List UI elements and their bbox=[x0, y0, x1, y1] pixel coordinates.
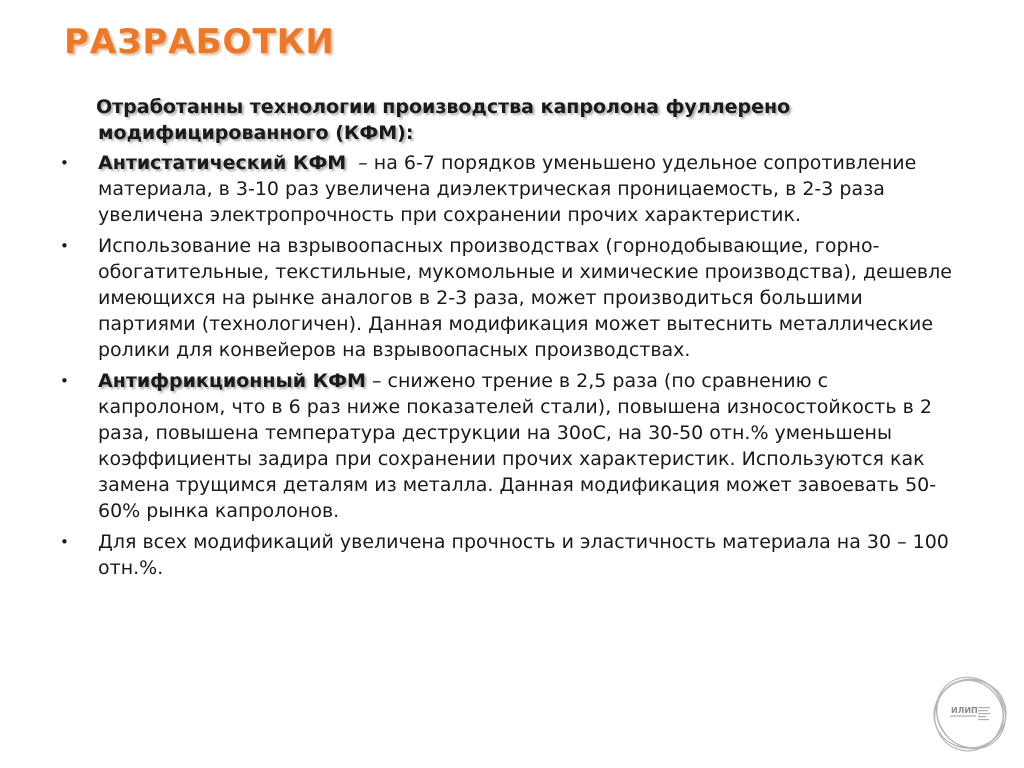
bullet-dot-icon: • bbox=[60, 372, 69, 390]
bullet-item-antifriction bbox=[60, 368, 960, 524]
slide-title: РАЗРАБОТКИ bbox=[64, 22, 335, 62]
bullet-item-usage bbox=[60, 233, 960, 363]
bullet-text: Использование на взрывоопасных производствах (горнодобывающие, горно-обогатительные, текстильные, мукомольные и химические производства), дешевле имеющихся на рынке аналогов в 2-3 раза, может производиться большими партиями (технологичен). Данная модификация может вытеснить металлические ролики для конвейеров на взрывоопасных производствах. bbox=[98, 235, 952, 361]
bullet-item-all-modifications bbox=[60, 529, 960, 581]
bullet-list bbox=[60, 150, 960, 581]
bullet-term: Антистатический КФМ bbox=[98, 152, 347, 174]
bullet-text: Для всех модификаций увеличена прочность и эластичность материала на 30 – 100 отн.%. bbox=[98, 531, 949, 579]
bullet-text: – на 6-7 порядков уменьшено удельное сопротивление материала, в 3-10 раз увеличена диэлектрическая проницаемость, в 2-3 раза увеличена электропрочность при сохранении прочих характеристик. bbox=[98, 152, 923, 226]
intro-text: Отработанны технологии производства капролона фуллерено модифицированного (КФМ): bbox=[96, 96, 791, 144]
logo-text: ИЛИП bbox=[951, 706, 978, 715]
bullet-dot-icon: • bbox=[60, 533, 69, 551]
bullet-dot-icon: • bbox=[60, 154, 69, 172]
bullet-dot-icon: • bbox=[60, 237, 69, 255]
slide-content bbox=[60, 94, 960, 586]
circle-rings-logo-icon bbox=[928, 672, 1012, 756]
bullet-text: – снижено трение в 2,5 раза (по сравнению с капролоном, что в 6 раз ниже показателей стали), повышена износостойкость в 2 раза, повышена температура деструкции на 30оС, на 30-50 отн.% уменьшены коэффициенты задира при сохранении прочих характеристик. Используются как замена трущимся деталям из металла. Данная модификация может завоевать 50-60% рынка капролонов. bbox=[98, 370, 937, 522]
bullet-item-antistatic bbox=[60, 150, 960, 228]
company-logo bbox=[928, 672, 1012, 756]
bullet-term: Антифрикционный КФМ bbox=[98, 370, 366, 392]
